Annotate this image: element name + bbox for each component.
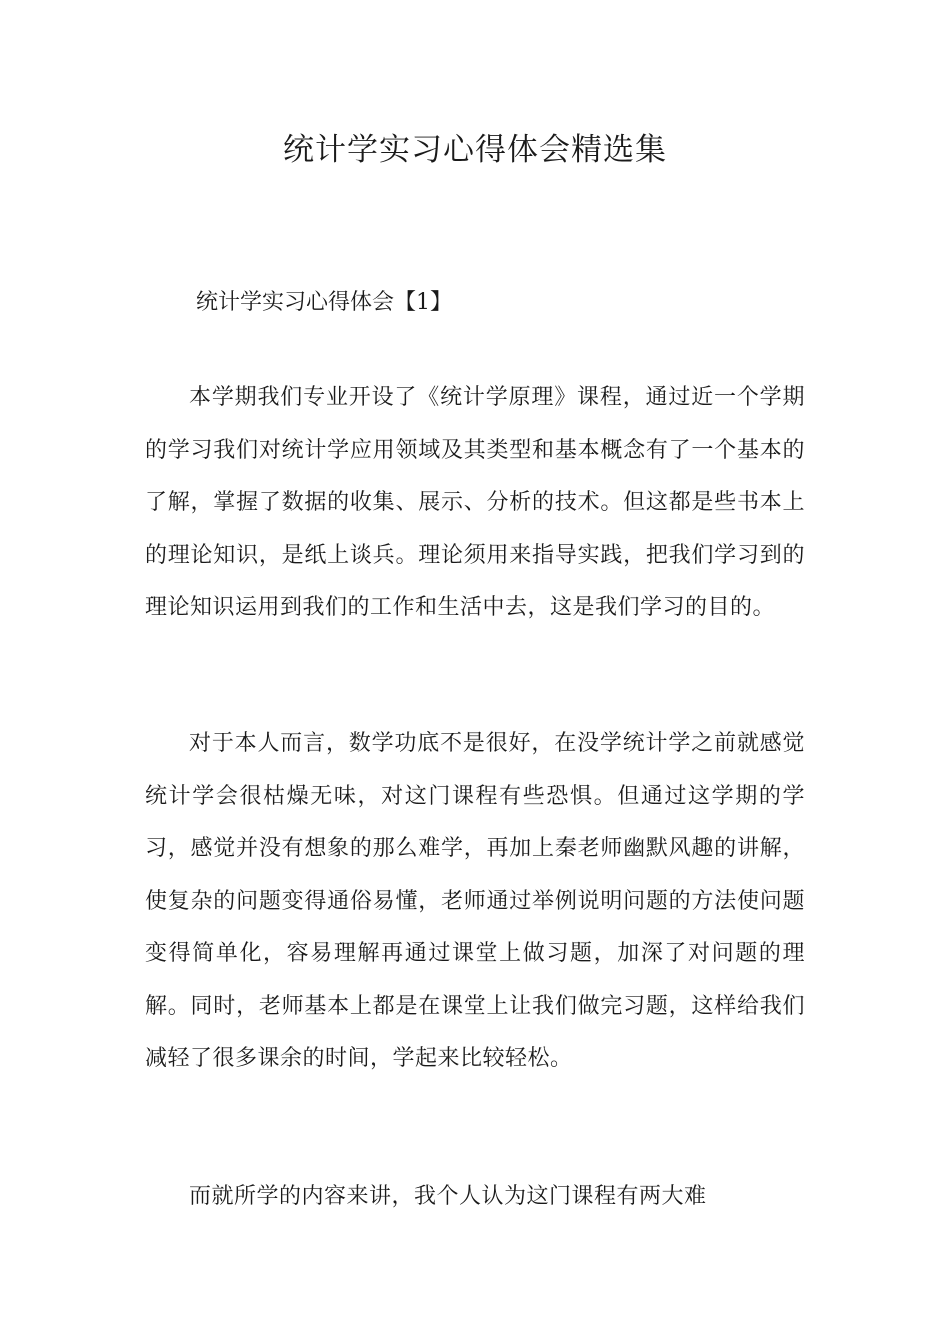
body-paragraph: 对于本人而言，数学功底不是很好，在没学统计学之前就感觉统计学会很枯燥无味，对这门课程有些恐惧。但通过这学期的学习，感觉并没有想象的那么难学，再加上秦老师幽默风趣的讲解，使复杂的问题变得通俗易懂，老师通过举例说明问题的方法使问题变得简单化，容易理解再通过课堂上做习题，加深了对问题的理解。同时，老师基本上都是在课堂上让我们做完习题，这样给我们减轻了很多课余的时间，学起来比较轻松。 [145,731,805,1071]
body-paragraph: 本学期我们专业开设了《统计学原理》课程，通过近一个学期的学习我们对统计学应用领域及其类型和基本概念有了一个基本的了解，掌握了数据的收集、展示、分析的技术。但这都是些书本上的理论知识，是纸上谈兵。理论须用来指导实践，把我们学习到的理论知识运用到我们的工作和生活中去，这是我们学习的目的。 [145,385,805,620]
section-heading: 统计学实习心得体会【1】 [196,290,452,315]
document-title: 统计学实习心得体会精选集 [283,132,667,168]
body-paragraph: 而就所学的内容来讲，我个人认为这门课程有两大难 [189,1184,707,1209]
